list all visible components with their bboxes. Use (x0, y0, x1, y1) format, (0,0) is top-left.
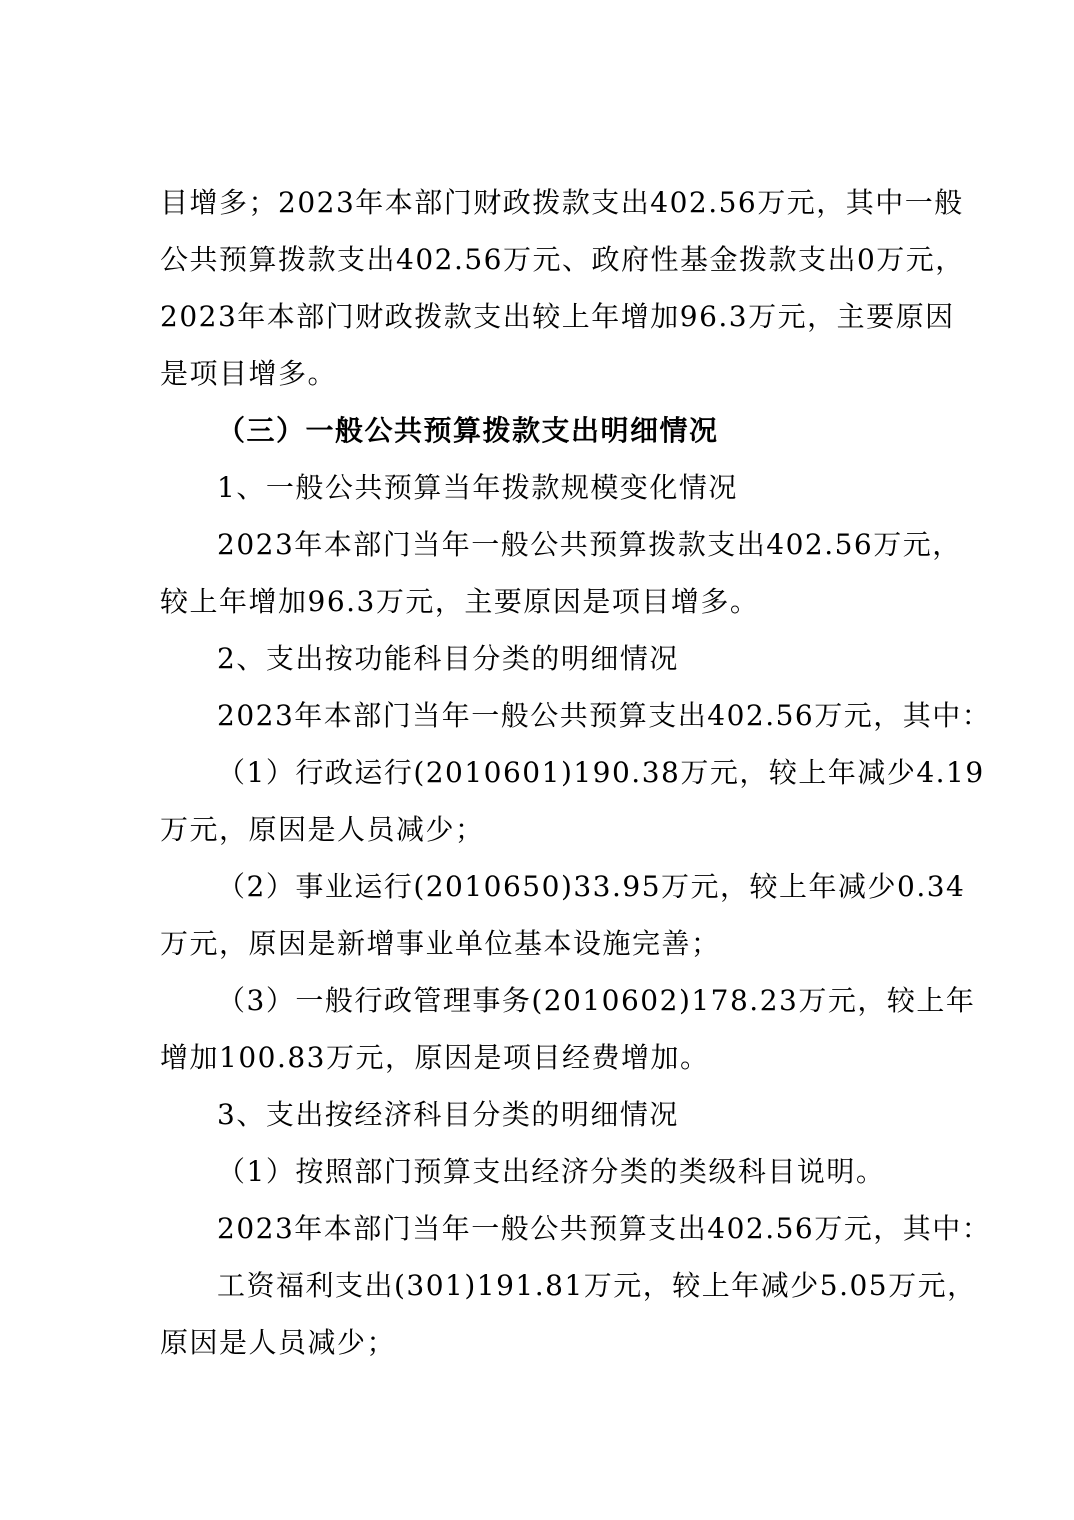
section-heading: （三）一般公共预算拨款支出明细情况 (217, 414, 719, 447)
subsection-title: 2、支出按功能科目分类的明细情况 (217, 642, 679, 675)
paragraph-line: 2023年本部门当年一般公共预算支出402.56万元，其中： (217, 1212, 992, 1245)
paragraph-line: 2023年本部门财政拨款支出较上年增加96.3万元，主要原因 (160, 300, 955, 333)
document-body (160, 174, 992, 1371)
paragraph-line: 是项目增多。 (160, 357, 338, 390)
paragraph-line: 工资福利支出(301)191.81万元，较上年减少5.05万元， (217, 1269, 977, 1302)
list-item-line: （1）按照部门预算支出经济分类的类级科目说明。 (217, 1155, 886, 1188)
paragraph-line: 原因是人员减少； (160, 1326, 397, 1359)
paragraph-line: 2023年本部门当年一般公共预算拨款支出402.56万元， (217, 528, 962, 561)
list-item-line: （3）一般行政管理事务(2010602)178.23万元，较上年 (217, 984, 976, 1017)
paragraph-line: 目增多；2023年本部门财政拨款支出402.56万元，其中一般 (160, 186, 964, 219)
list-item-line: 万元，原因是人员减少； (160, 813, 485, 846)
list-item-line: 万元，原因是新增事业单位基本设施完善； (160, 927, 721, 960)
subsection-title: 1、一般公共预算当年拨款规模变化情况 (217, 471, 738, 504)
paragraph-line: 较上年增加96.3万元，主要原因是项目增多。 (160, 585, 760, 618)
paragraph-line: 公共预算拨款支出402.56万元、政府性基金拨款支出0万元， (160, 243, 965, 276)
list-item-line: （1）行政运行(2010601)190.38万元，较上年减少4.19 (217, 756, 985, 789)
paragraph-line: 2023年本部门当年一般公共预算支出402.56万元，其中： (217, 699, 992, 732)
list-item-line: （2）事业运行(2010650)33.95万元，较上年减少0.34 (217, 870, 966, 903)
subsection-title: 3、支出按经济科目分类的明细情况 (217, 1098, 679, 1131)
list-item-line: 增加100.83万元，原因是项目经费增加。 (160, 1041, 710, 1074)
